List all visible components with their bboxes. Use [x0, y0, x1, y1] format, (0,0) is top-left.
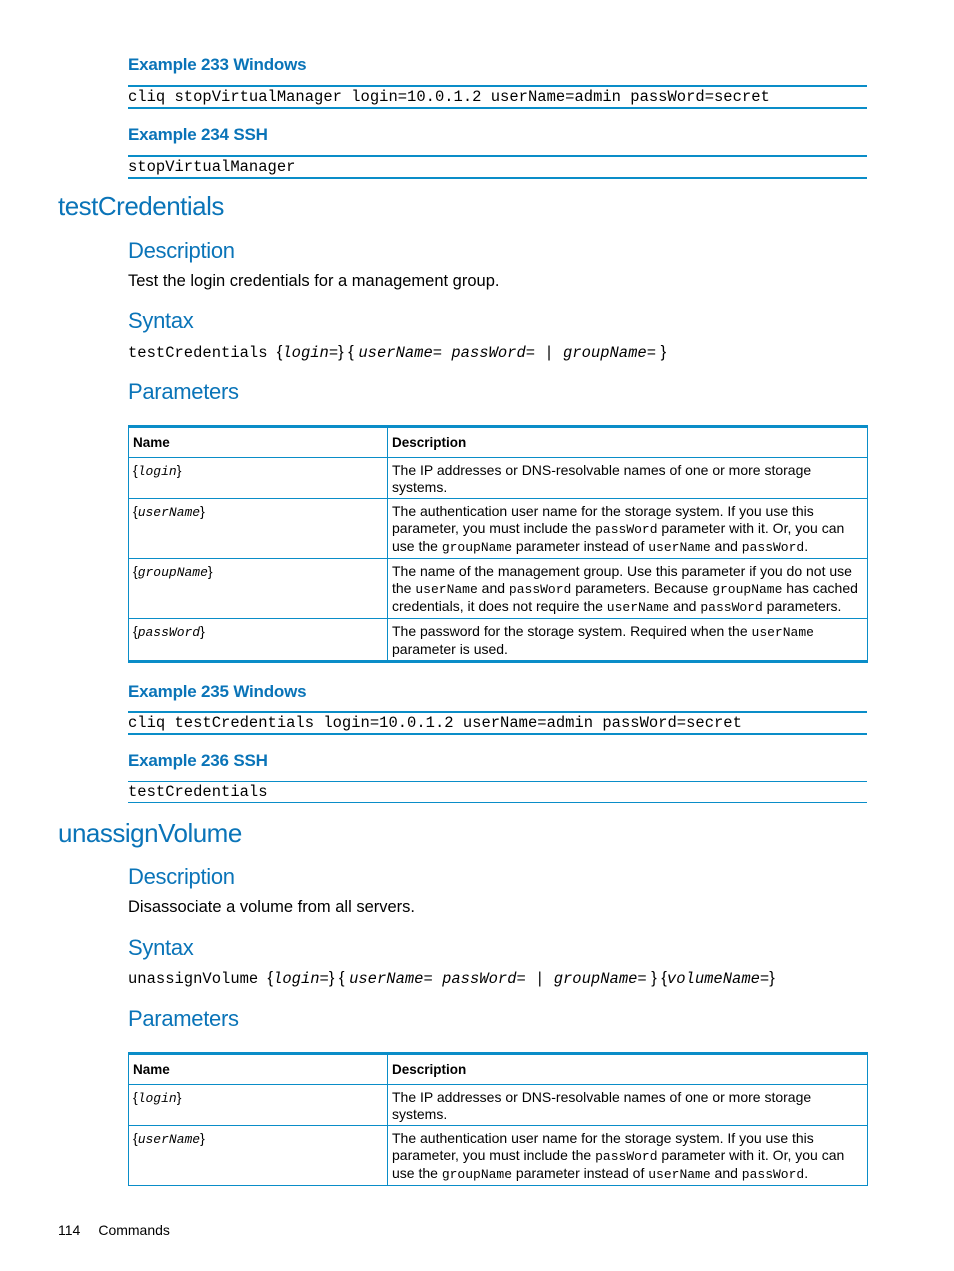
table-row [129, 1126, 868, 1186]
param-name-cell: {groupName} [129, 559, 388, 619]
testcredentials-heading: testCredentials [58, 191, 224, 221]
param-name: login [137, 464, 177, 479]
param-description-cell: The IP addresses or DNS-resolvable names of one or more storage systems. [388, 458, 868, 499]
syntax-command: testCredentials [128, 344, 277, 362]
unassignvolume-parameters-heading: Parameters [128, 1006, 239, 1031]
param-description-cell: The IP addresses or DNS-resolvable names of one or more storage systems. [388, 1085, 868, 1126]
desc-code: passWord [741, 1167, 805, 1182]
desc-code: passWord [741, 540, 805, 555]
syntax-user-password: userName= passWord= [358, 344, 536, 362]
syntax-brace: { [276, 343, 283, 361]
desc-code: userName [415, 582, 478, 597]
desc-text: parameter instead of [512, 538, 649, 554]
param-name: userName [137, 1132, 201, 1147]
syntax-groupname: groupName= [553, 970, 647, 988]
syntax-volumename: volumeName= [666, 970, 770, 988]
desc-text: parameter with it. Or, you can use the [392, 520, 845, 554]
syntax-brace: } { [328, 969, 350, 987]
unassignvolume-description: Disassociate a volume from all servers. [128, 898, 416, 916]
testcredentials-description: Test the login credentials for a management group. [128, 272, 500, 290]
column-header-description: Description [388, 427, 868, 458]
syntax-pipe: | [525, 970, 554, 988]
example-233-code-text: cliq stopVirtualManager login=10.0.1.2 userName=admin passWord=secret [128, 88, 770, 106]
desc-text: . [804, 538, 809, 554]
desc-text: The password for the storage system. Required when the [392, 623, 752, 639]
syntax-brace: } [769, 969, 775, 987]
desc-text: parameter instead of [512, 1165, 649, 1181]
table-row [129, 619, 868, 662]
footer-section: Commands [98, 1222, 170, 1238]
testcredentials-syntax [128, 343, 666, 362]
syntax-groupname: groupName= [563, 344, 657, 362]
example-233-code [128, 85, 867, 109]
syntax-brace: } { [338, 343, 359, 361]
page-footer [58, 1222, 170, 1238]
syntax-command: unassignVolume [128, 970, 268, 988]
param-name-cell: {userName} [129, 1126, 388, 1186]
example-234-code-text: stopVirtualManager [128, 158, 296, 176]
param-name-cell: {passWord} [129, 619, 388, 662]
example-236-code-text: testCredentials [128, 783, 268, 801]
table-row [129, 1085, 868, 1126]
table-row [129, 559, 868, 619]
desc-code: passWord [508, 582, 572, 597]
desc-code: passWord [595, 522, 658, 537]
example-234-title: Example 234 SSH [128, 125, 268, 144]
table-header-row [129, 1054, 868, 1085]
desc-text: and [710, 1165, 742, 1181]
table-row [129, 499, 868, 559]
param-name: passWord [137, 625, 201, 640]
desc-text: and [710, 538, 742, 554]
example-235-title: Example 235 Windows [128, 682, 307, 701]
column-header-name: Name [129, 1054, 388, 1085]
syntax-brace: } { [646, 969, 667, 987]
param-name: groupName [137, 565, 208, 580]
testcredentials-parameters-table [128, 425, 868, 663]
desc-code: userName [648, 1167, 711, 1182]
testcredentials-parameters-heading: Parameters [128, 379, 239, 404]
unassignvolume-heading: unassignVolume [58, 818, 242, 848]
desc-code: groupName [441, 1167, 513, 1182]
desc-text: and [477, 580, 509, 596]
table-row [129, 458, 868, 499]
desc-code: userName [751, 625, 814, 640]
desc-text: parameter with it. Or, you can use the [392, 1147, 845, 1181]
syntax-login: login= [282, 344, 339, 362]
desc-code: groupName [441, 540, 513, 555]
testcredentials-syntax-heading: Syntax [128, 308, 194, 333]
column-header-description: Description [388, 1054, 868, 1085]
desc-code: passWord [700, 600, 763, 615]
param-description-cell [388, 559, 868, 619]
unassignvolume-parameters-table [128, 1052, 868, 1186]
desc-code: passWord [595, 1149, 658, 1164]
param-name: userName [137, 505, 201, 520]
param-description-cell [388, 619, 868, 662]
syntax-user-password: userName= passWord= [349, 970, 526, 988]
syntax-brace: { [267, 969, 274, 987]
param-name-cell: {login} [129, 458, 388, 499]
example-233-title: Example 233 Windows [128, 55, 307, 74]
page-number: 114 [58, 1222, 81, 1238]
table-header-row [129, 427, 868, 458]
syntax-brace: } [656, 343, 667, 361]
unassignvolume-syntax [128, 969, 775, 988]
param-name: login [137, 1091, 177, 1106]
example-235-code [128, 711, 867, 735]
param-name-cell: {login} [129, 1085, 388, 1126]
desc-code: userName [606, 600, 670, 615]
param-name-cell: {userName} [129, 499, 388, 559]
unassignvolume-description-heading: Description [128, 864, 235, 889]
column-header-name: Name [129, 427, 388, 458]
desc-text: parameters. Because [571, 580, 713, 596]
param-description-cell [388, 1126, 868, 1186]
syntax-pipe: | [535, 344, 563, 362]
unassignvolume-syntax-heading: Syntax [128, 935, 194, 960]
example-236-title: Example 236 SSH [128, 751, 268, 770]
desc-text: The authentication user name for the storage system. If you use this parameter, you must include the [392, 503, 814, 536]
param-description-cell [388, 499, 868, 559]
desc-code: groupName [712, 582, 783, 597]
example-234-code [128, 155, 867, 179]
desc-text: parameter is used. [392, 641, 508, 657]
syntax-login: login= [273, 970, 329, 988]
desc-text: . [804, 1165, 809, 1181]
example-236-code [128, 781, 867, 803]
desc-text: has cached credentials, it does not require the [392, 580, 858, 614]
testcredentials-description-heading: Description [128, 238, 235, 263]
desc-code: userName [648, 540, 711, 555]
desc-text: The name of the management group. Use this parameter if you do not use the [392, 563, 852, 596]
desc-text: The authentication user name for the storage system. If you use this parameter, you must include the [392, 1130, 814, 1163]
desc-text: parameters. [762, 598, 842, 614]
example-235-code-text: cliq testCredentials login=10.0.1.2 userName=admin passWord=secret [128, 714, 742, 732]
desc-text: and [669, 598, 701, 614]
